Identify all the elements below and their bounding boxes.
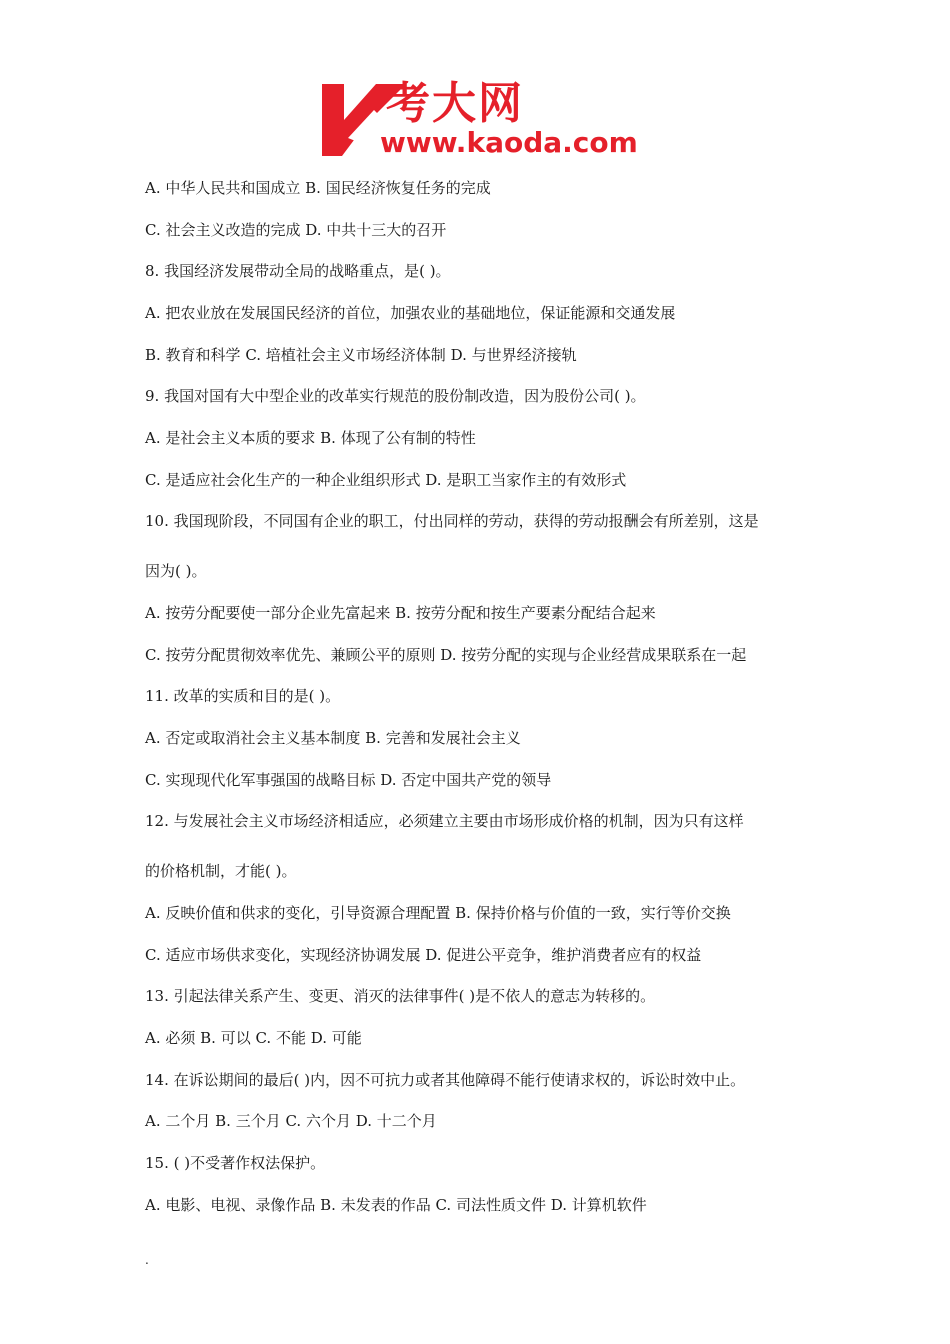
option-line: C. 按劳分配贯彻效率优先、兼顾公平的原则 D. 按劳分配的实现与企业经营成果联系在一起 [145, 646, 747, 664]
option-line: B. 教育和科学 C. 培植社会主义市场经济体制 D. 与世界经济接轨 [145, 346, 577, 364]
question-9: 9. 我国对国有大中型企业的改革实行规范的股份制改造，因为股份公司( )。 [145, 387, 646, 405]
option-line: A. 二个月 B. 三个月 C. 六个月 D. 十二个月 [145, 1112, 437, 1130]
question-14: 14. 在诉讼期间的最后( )内，因不可抗力或者其他障碍不能行使请求权的，诉讼时效中止。 [145, 1071, 746, 1089]
option-line: A. 按劳分配要使一部分企业先富起来 B. 按劳分配和按生产要素分配结合起来 [145, 604, 656, 622]
option-line: C. 是适应社会化生产的一种企业组织形式 D. 是职工当家作主的有效形式 [145, 471, 627, 489]
kaoda-logo [318, 78, 638, 162]
question-12: 12. 与发展社会主义市场经济相适应，必须建立主要由市场形成价格的机制，因为只有这样 [145, 812, 744, 830]
question-8: 8. 我国经济发展带动全局的战略重点，是( )。 [145, 262, 451, 280]
question-10: 10. 我国现阶段，不同国有企业的职工，付出同样的劳动，获得的劳动报酬会有所差别，这是 [145, 512, 759, 530]
option-line: A. 反映价值和供求的变化，引导资源合理配置 B. 保持价格与价值的一致，实行等价交换 [145, 904, 731, 922]
question-15: 15. ( )不受著作权法保护。 [145, 1154, 326, 1172]
option-line: A. 是社会主义本质的要求 B. 体现了公有制的特性 [145, 429, 476, 447]
question-10-cont: 因为( )。 [145, 562, 207, 580]
option-line: A. 电影、电视、录像作品 B. 未发表的作品 C. 司法性质文件 D. 计算机软件 [145, 1196, 647, 1214]
footer-mark: . [145, 1253, 149, 1267]
option-line: A. 必须 B. 可以 C. 不能 D. 可能 [145, 1029, 362, 1047]
option-line: C. 社会主义改造的完成 D. 中共十三大的召开 [145, 221, 447, 239]
question-13: 13. 引起法律关系产生、变更、消灭的法律事件( )是不依人的意志为转移的。 [145, 987, 656, 1005]
question-11: 11. 改革的实质和目的是( )。 [145, 687, 341, 705]
option-line: C. 适应市场供求变化，实现经济协调发展 D. 促进公平竞争，维护消费者应有的权益 [145, 946, 702, 964]
logo-chinese-text: 考大网 [386, 78, 524, 129]
option-line: A. 中华人民共和国成立 B. 国民经济恢复任务的完成 [145, 179, 491, 197]
logo-url-text: www.kaoda.com [380, 126, 638, 159]
question-12-cont: 的价格机制，才能( )。 [145, 862, 297, 880]
option-line: A. 否定或取消社会主义基本制度 B. 完善和发展社会主义 [145, 729, 521, 747]
option-line: A. 把农业放在发展国民经济的首位，加强农业的基础地位，保证能源和交通发展 [145, 304, 676, 322]
option-line: C. 实现现代化军事强国的战略目标 D. 否定中国共产党的领导 [145, 771, 552, 789]
